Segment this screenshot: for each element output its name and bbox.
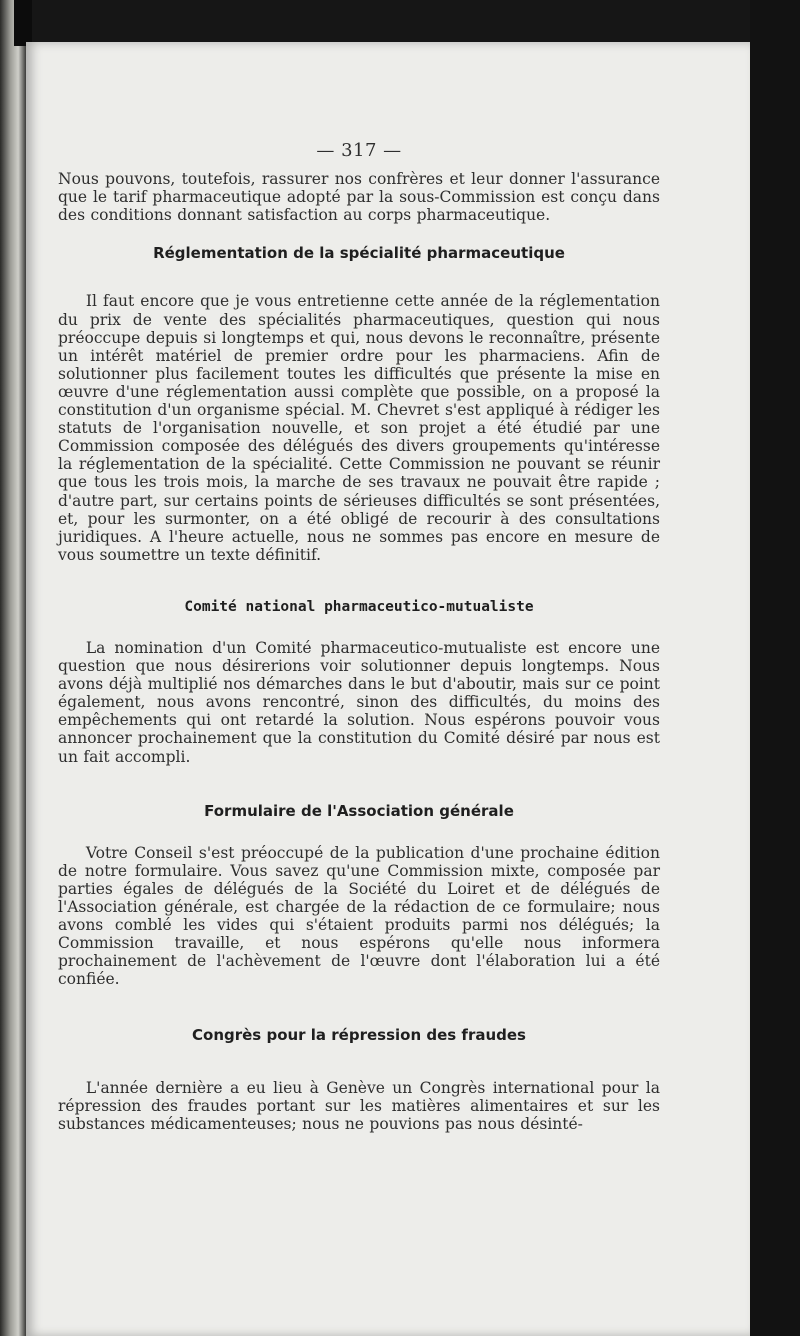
paragraph-comite: La nomination d'un Comité pharmaceutico-mutualiste est encore une question que nous désirerions voir solutionner depuis longtemps. Nous avons déjà multiplié nos démarches dans le but d'aboutir, mais sur ce point également, nous avons rencontré, sinon des difficultés, du moins des empêchements qui ont retardé la solution. Nous espérons pouvoir vous annoncer prochainement que la constitution du Comité désiré par nous est un fait accompli. [58, 638, 660, 766]
document-page [26, 42, 750, 1336]
heading-formulaire: Formulaire de l'Association générale [204, 801, 514, 820]
paragraph-reglementation: Il faut encore que je vous entretienne cette année de la réglementation du prix de vente des spécialités pharmaceutiques, question qui nous préoccupe depuis si longtemps et qui, nous devons le reconnaître, présente un intérêt matériel de premier ordre pour les pharmaciens. Afin de solutionner plus facilement toutes les difficultés que présente la mise en œuvre d'une réglementation aussi complète que possible, on a proposé la constitution d'un organisme spécial. M. Chevret s'est appliqué à rédiger les statuts de l'organisation nouvelle, et son projet a été étudié par une Commission composée des délégués des divers groupements qu'intéresse la réglementation de la spécialité. Cette Commission ne pouvant se réunir que tous les trois mois, la marche de ses travaux ne pouvait être rapide ; d'autre part, sur certains points de sérieuses difficultés se sont présentées, et, pour les surmonter, on a été obligé de recourir à des consultations juridiques. A l'heure actuelle, nous ne sommes pas encore en mesure de vous soumettre un texte définitif. [58, 292, 660, 564]
heading-comite-national: Comité national pharmaceutico-mutualiste [184, 598, 534, 615]
previous-page-edge [0, 0, 26, 1336]
paragraph-congres: L'année dernière a eu lieu à Genève un Congrès international pour la répression des fraudes portant sur les matières alimentaires et sur les substances médicamenteuses; nous ne pouvions pas nous désinté- [58, 1078, 660, 1133]
paragraph-formulaire: Votre Conseil s'est préoccupé de la publication d'une prochaine édition de notre formulaire. Vous savez qu'une Commission mixte, composée par parties égales de délégués de la Société du Loiret et de délégués de l'Association générale, est chargée de la rédaction de ce formulaire; nous avons comblé les vides qui s'étaient produits parmi nos délégués; la Commission travaille, et nous espérons qu'elle nous informera prochainement de l'achèvement de l'œuvre dont l'élaboration lui a été confiée. [58, 843, 660, 989]
scan-background-edge [750, 0, 800, 1336]
text-column [58, 142, 660, 1133]
binding-mark [14, 0, 32, 46]
heading-congres: Congrès pour la répression des fraudes [192, 1026, 526, 1045]
paragraph-tarif: Nous pouvons, toutefois, rassurer nos confrères et leur donner l'assurance que le tarif pharmaceutique adopté par la sous-Commission est conçu dans des conditions donnant satisfaction au corps pharmaceutique. [58, 170, 660, 225]
page-number: — 317 — [316, 140, 402, 161]
heading-reglementation: Réglementation de la spécialité pharmaceutique [153, 244, 565, 263]
